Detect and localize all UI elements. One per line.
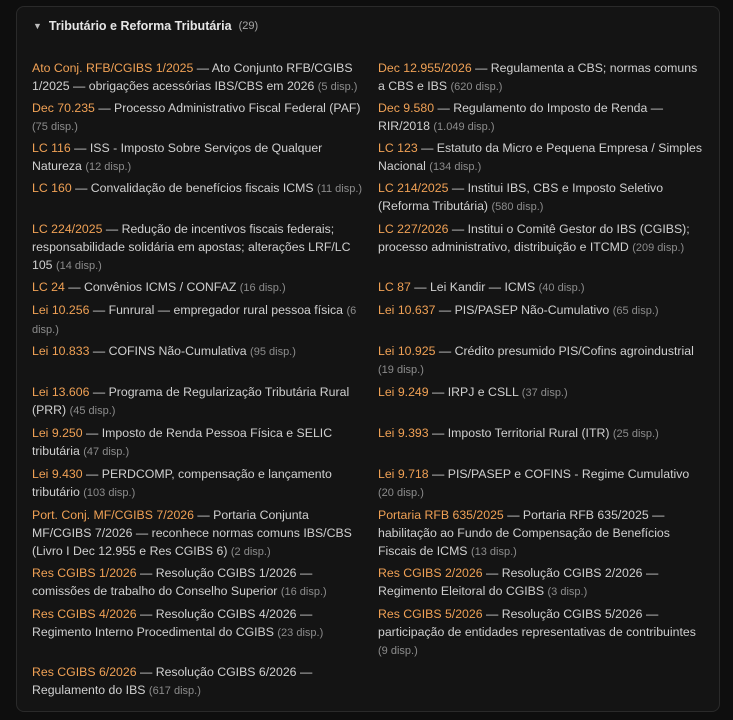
- list-item: [378, 139, 712, 179]
- provision-count: (617 disp.): [148, 685, 201, 697]
- legislation-description: — Resolução CGIBS 1/2026 — comissões de trabalho do Conselho Superior: [32, 566, 313, 598]
- legislation-link[interactable]: LC 24: [32, 280, 65, 294]
- provision-count: (14 disp.): [55, 260, 102, 272]
- list-item: [378, 179, 712, 220]
- legislation-panel: [16, 6, 720, 712]
- legislation-link[interactable]: LC 224/2025: [32, 222, 103, 236]
- legislation-description: — Resolução CGIBS 6/2026 — Regulamento do IBS: [32, 665, 313, 697]
- list-item: [32, 383, 378, 424]
- legislation-description: — Redução de incentivos fiscais federais; responsabilidade solidária em apostas; alterações LRF/LC 105: [32, 222, 351, 272]
- list-item: [32, 220, 378, 278]
- list-item: [32, 99, 378, 139]
- list-item: [378, 605, 712, 663]
- provision-count: (103 disp.): [83, 487, 136, 499]
- provision-count: (2 disp.): [230, 546, 271, 558]
- legislation-link[interactable]: LC 123: [378, 141, 418, 155]
- provision-count: (209 disp.): [632, 242, 685, 254]
- provision-count: (3 disp.): [547, 586, 588, 598]
- provision-count: (16 disp.): [239, 282, 286, 294]
- legislation-description: — Crédito presumido PIS/Cofins agroindustrial: [435, 344, 694, 358]
- list-item: [32, 139, 378, 179]
- list-item: [378, 342, 712, 383]
- section-header[interactable]: [33, 19, 258, 33]
- provision-count: (45 disp.): [69, 405, 116, 417]
- legislation-description: — Portaria RFB 635/2025 — habilitação ao Fundo de Compensação de Benefícios Fiscais de ICMS: [378, 508, 670, 558]
- provision-count: (95 disp.): [250, 346, 296, 358]
- provision-count: (65 disp.): [612, 305, 659, 317]
- legislation-description: — PERDCOMP, compensação e lançamento tributário: [32, 467, 332, 499]
- legislation-link[interactable]: Lei 10.256: [32, 303, 90, 317]
- provision-count: (40 disp.): [538, 282, 585, 294]
- legislation-description: — Imposto Territorial Rural (ITR): [428, 426, 610, 440]
- legislation-description: — Imposto de Renda Pessoa Física e SELIC tributária: [32, 426, 333, 458]
- list-item: [32, 342, 378, 383]
- list-item: [32, 663, 378, 704]
- legislation-link[interactable]: Portaria RFB 635/2025: [378, 508, 504, 522]
- section-title: Tributário e Reforma Tributária: [48, 19, 232, 33]
- legislation-description: — Convênios ICMS / CONFAZ: [64, 280, 237, 294]
- legislation-description: — PIS/PASEP e COFINS - Regime Cumulativo: [428, 467, 690, 481]
- legislation-link[interactable]: Res CGIBS 2/2026: [378, 566, 483, 580]
- legislation-link[interactable]: LC 116: [32, 141, 71, 155]
- provision-count: (11 disp.): [317, 183, 363, 195]
- legislation-description: — ISS - Imposto Sobre Serviços de Qualquer Natureza: [32, 141, 323, 173]
- legislation-description: — Programa de Regularização Tributária Rural (PRR): [32, 385, 350, 417]
- legislation-link[interactable]: LC 227/2026: [378, 222, 449, 236]
- list-item: [378, 506, 712, 564]
- legislation-description: — PIS/PASEP Não-Cumulativo: [435, 303, 610, 317]
- legislation-description: — Estatuto da Micro e Pequena Empresa / Simples Nacional: [378, 141, 702, 173]
- legislation-link[interactable]: Dec 9.580: [378, 101, 435, 115]
- provision-count: (19 disp.): [378, 364, 424, 376]
- provision-count: (23 disp.): [277, 627, 324, 639]
- legislation-description: — Resolução CGIBS 4/2026 — Regimento Interno Procedimental do CGIBS: [32, 607, 313, 639]
- legislation-link[interactable]: Lei 13.606: [32, 385, 90, 399]
- legislation-description: — Processo Administrativo Fiscal Federal (PAF): [94, 101, 361, 115]
- legislation-link[interactable]: Res CGIBS 1/2026: [32, 566, 137, 580]
- legislation-link[interactable]: Ato Conj. RFB/CGIBS 1/2025: [32, 61, 194, 75]
- provision-count: (580 disp.): [491, 201, 544, 213]
- list-item: [378, 383, 712, 424]
- triangle-down-icon[interactable]: ▼: [33, 21, 42, 31]
- legislation-description: — Portaria Conjunta MF/CGIBS 7/2026 — reconhece normas comuns IBS/CBS (Livro I Dec 12.955 e Res CGIBS 6): [32, 508, 352, 558]
- list-item: [32, 564, 378, 605]
- provision-count: (13 disp.): [470, 546, 517, 558]
- provision-count: (37 disp.): [521, 387, 568, 399]
- legislation-description: — Resolução CGIBS 5/2026 — participação de entidades representativas de contribuintes: [378, 607, 696, 639]
- legislation-link[interactable]: Lei 10.833: [32, 344, 90, 358]
- legislation-description: — Regulamento do Imposto de Renda — RIR/2018: [378, 101, 664, 133]
- legislation-link[interactable]: Lei 10.925: [378, 344, 436, 358]
- list-item: [32, 278, 378, 301]
- legislation-description: — Funrural — empregador rural pessoa física: [89, 303, 344, 317]
- legislation-description: — Ato Conjunto RFB/CGIBS 1/2025 — obrigações acessórias IBS/CBS em 2026: [32, 61, 353, 93]
- legislation-link[interactable]: LC 87: [378, 280, 411, 294]
- provision-count: (75 disp.): [32, 121, 78, 133]
- provision-count: (25 disp.): [612, 428, 659, 440]
- list-item: [32, 179, 378, 220]
- legislation-link[interactable]: Res CGIBS 5/2026: [378, 607, 483, 621]
- section-count: (29): [238, 20, 259, 32]
- list-item: [378, 301, 712, 342]
- list-item: [378, 424, 712, 465]
- list-item: [32, 506, 378, 564]
- list-item: [32, 605, 378, 663]
- legislation-description: — Resolução CGIBS 2/2026 — Regimento Eleitoral do CGIBS: [378, 566, 659, 598]
- list-item: [378, 278, 712, 301]
- legislation-description: — IRPJ e CSLL: [428, 385, 519, 399]
- legislation-description: — Convalidação de benefícios fiscais ICMS: [71, 181, 314, 195]
- list-item: [32, 301, 378, 342]
- legislation-link[interactable]: LC 160: [32, 181, 72, 195]
- list-item: [32, 465, 378, 506]
- legislation-link[interactable]: Lei 9.718: [378, 467, 429, 481]
- legislation-link[interactable]: Dec 12.955/2026: [378, 61, 472, 75]
- provision-count: (9 disp.): [378, 645, 418, 657]
- list-item: [378, 59, 712, 99]
- list-item: [378, 465, 712, 506]
- legislation-link[interactable]: Port. Conj. MF/CGIBS 7/2026: [32, 508, 194, 522]
- list-item: [32, 424, 378, 465]
- provision-count: (47 disp.): [83, 446, 130, 458]
- legislation-link[interactable]: Dec 70.235: [32, 101, 95, 115]
- list-item: [378, 564, 712, 605]
- provision-count: (1.049 disp.): [433, 121, 495, 133]
- provision-count: (16 disp.): [280, 586, 327, 598]
- list-item: [32, 59, 378, 99]
- legislation-link[interactable]: Res CGIBS 4/2026: [32, 607, 137, 621]
- provision-count: (5 disp.): [317, 81, 358, 93]
- legislation-description: — Institui IBS, CBS e Imposto Seletivo (Reforma Tributária): [378, 181, 664, 213]
- provision-count: (134 disp.): [429, 161, 482, 173]
- legislation-link[interactable]: LC 214/2025: [378, 181, 449, 195]
- legislation-description: — Institui o Comitê Gestor do IBS (CGIBS); processo administrativo, distribuição e ITCMD: [378, 222, 690, 254]
- legislation-link[interactable]: Lei 9.249: [378, 385, 429, 399]
- provision-count: (20 disp.): [378, 487, 424, 499]
- legislation-grid: [32, 59, 712, 704]
- legislation-link[interactable]: Lei 9.250: [32, 426, 83, 440]
- legislation-link[interactable]: Lei 9.430: [32, 467, 83, 481]
- legislation-description: — Lei Kandir — ICMS: [410, 280, 536, 294]
- legislation-description: — Regulamenta a CBS; normas comuns a CBS e IBS: [378, 61, 698, 93]
- provision-count: (6 disp.): [32, 305, 357, 336]
- provision-count: (12 disp.): [85, 161, 132, 173]
- legislation-description: — COFINS Não-Cumulativa: [89, 344, 247, 358]
- legislation-link[interactable]: Lei 10.637: [378, 303, 436, 317]
- legislation-link[interactable]: Res CGIBS 6/2026: [32, 665, 137, 679]
- provision-count: (620 disp.): [450, 81, 503, 93]
- list-item: [378, 220, 712, 278]
- list-item: [378, 99, 712, 139]
- legislation-link[interactable]: Lei 9.393: [378, 426, 429, 440]
